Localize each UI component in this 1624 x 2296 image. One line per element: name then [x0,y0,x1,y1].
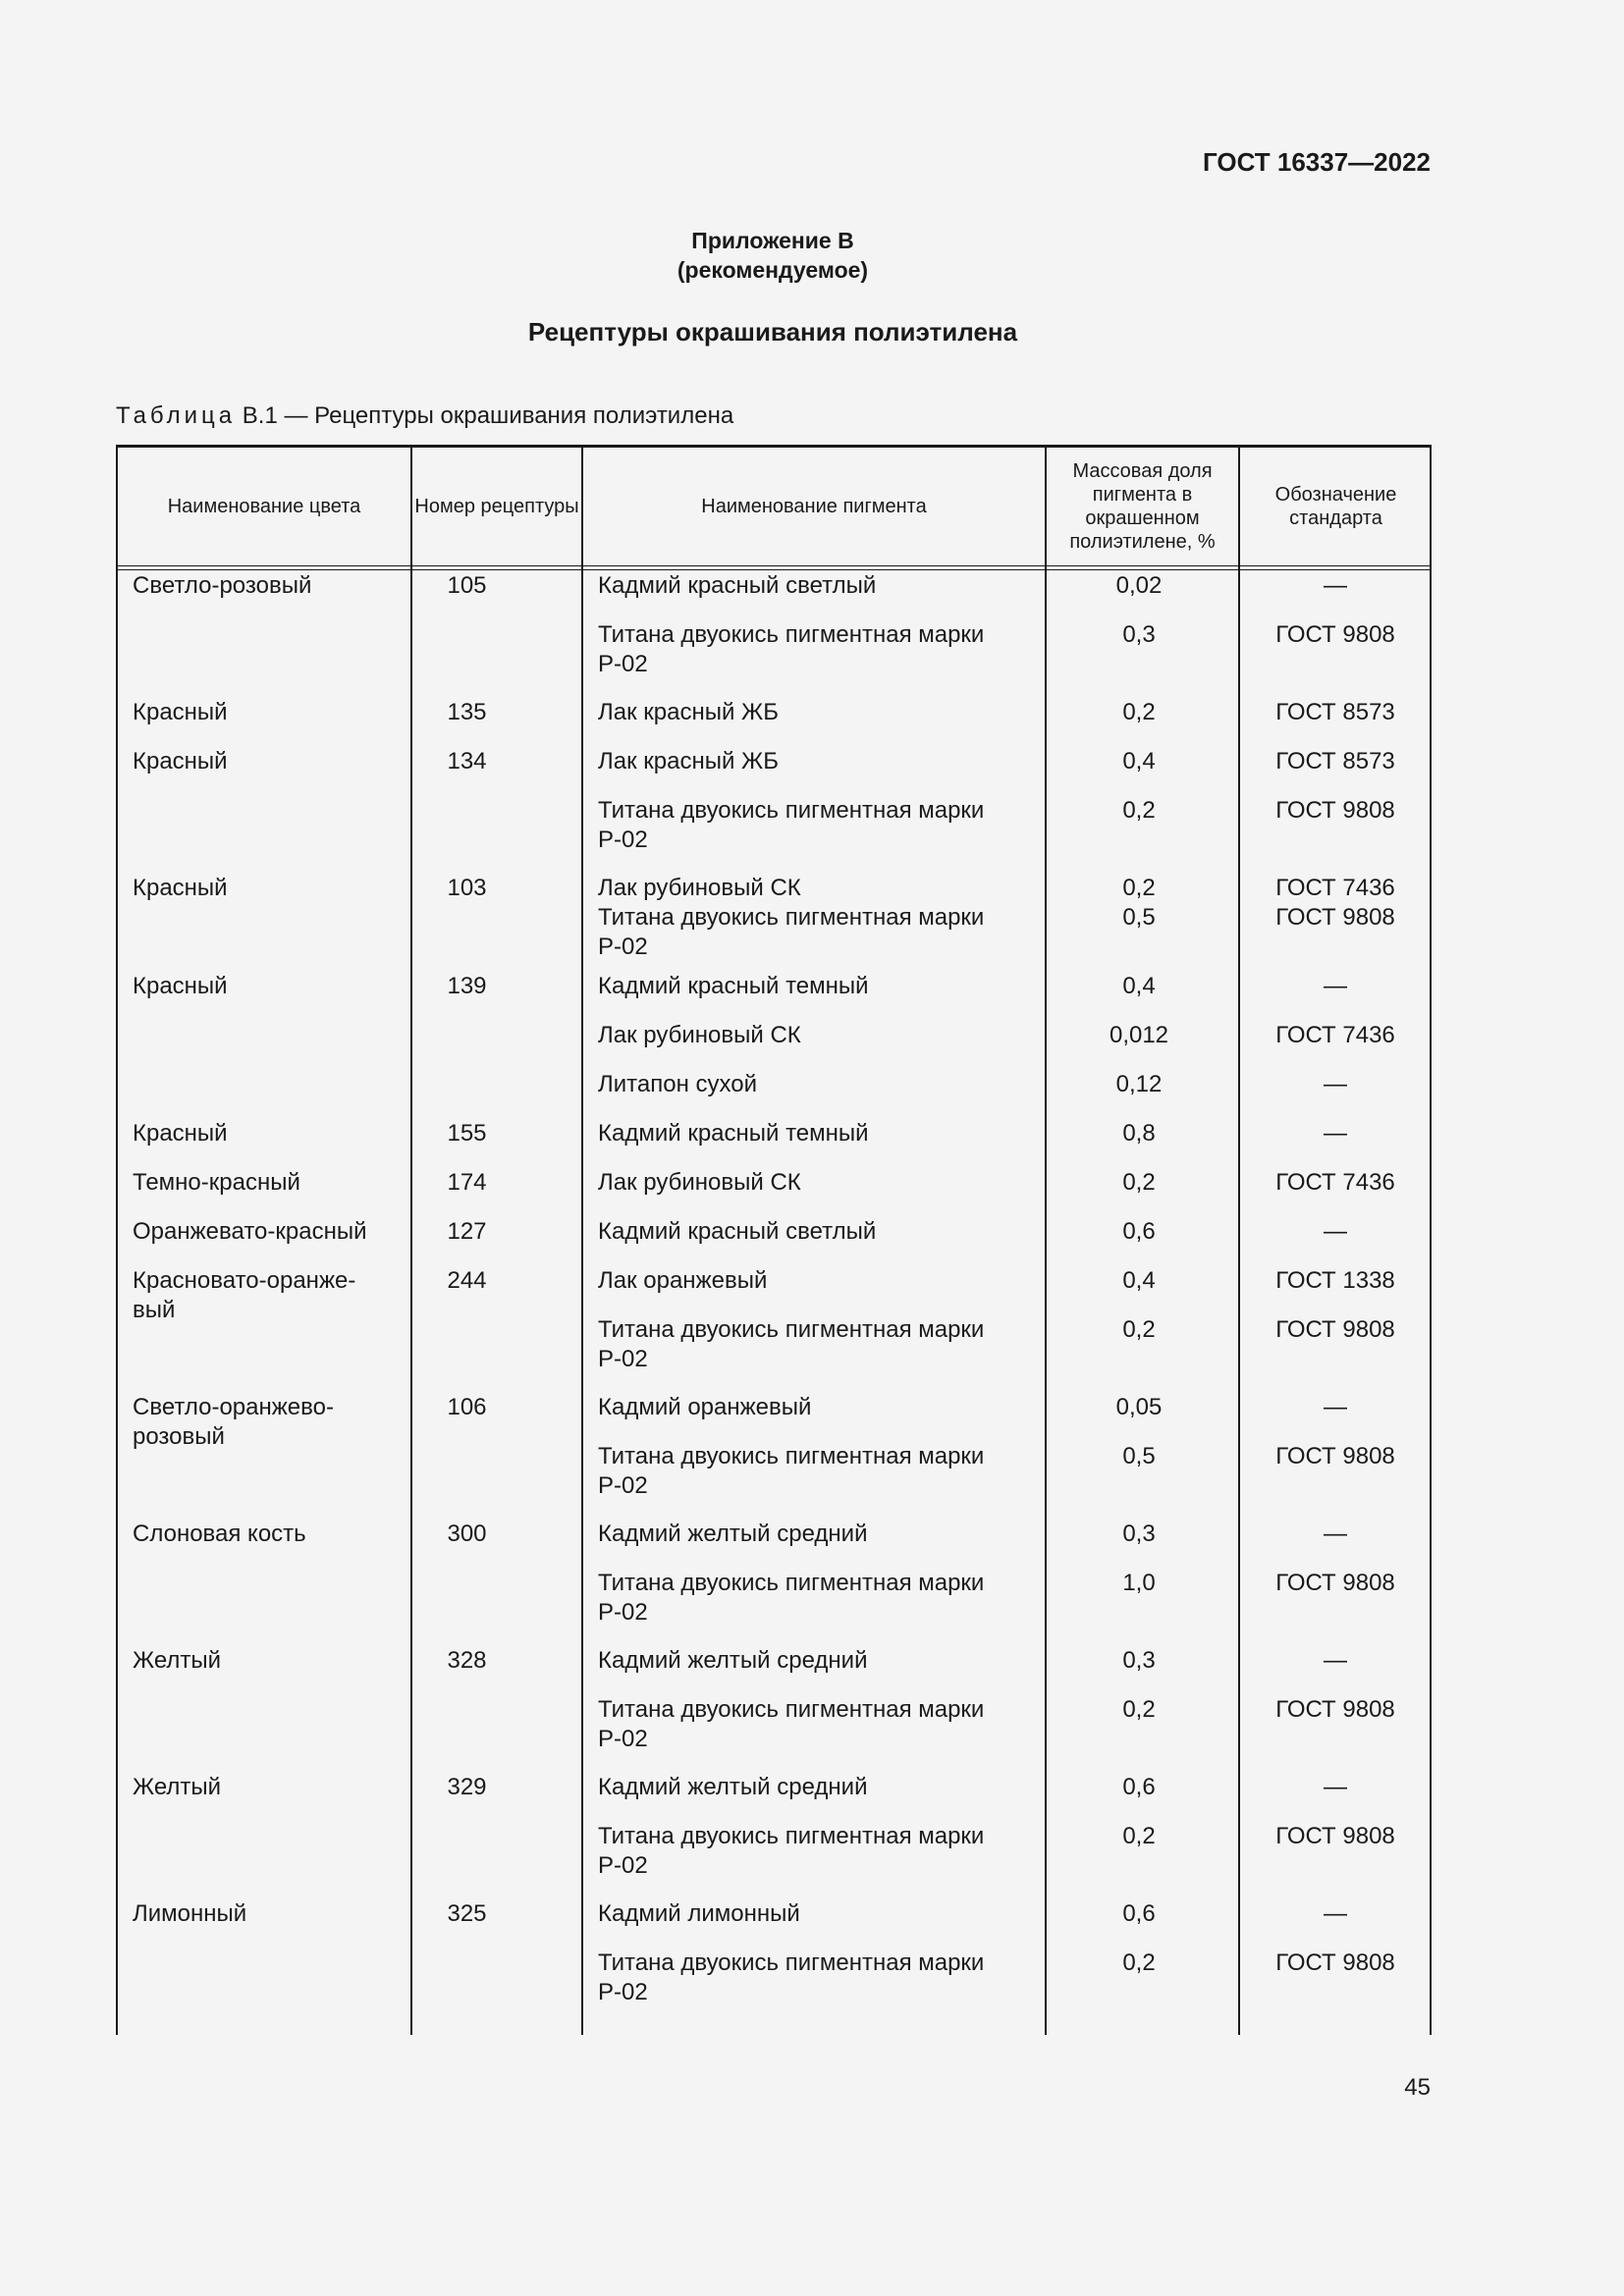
recipe-number-cell: 106 [447,1394,487,1420]
mass-share-cell: 0,3 [1122,621,1156,648]
header-recipe-number: Номер рецептуры [414,496,579,517]
header-color-name: Наименование цвета [167,496,361,517]
standard-cell: — [1324,1774,1347,1800]
pigment-name-cell: Титана двуокись пигментная марки Р-02 [598,1570,985,1626]
table-header [118,448,1430,567]
standard-cell: — [1324,1394,1347,1420]
document-code: ГОСТ 16337—2022 [1203,147,1431,177]
recipe-number-cell: 105 [447,572,487,599]
pigment-name-cell: Лак оранжевый [598,1267,768,1294]
standard-cell: ГОСТ 9808 [1275,621,1395,648]
recipe-number-cell: 135 [447,699,487,725]
mass-share-cell: 0,6 [1122,1900,1156,1927]
mass-share-cell: 0,8 [1122,1120,1156,1147]
pigment-name-cell: Кадмий лимонный [598,1900,800,1927]
pigment-name-cell: Титана двуокись пигментная марки Р-02 [598,797,985,853]
pigment-name-cell: Кадмий желтый средний [598,1647,868,1674]
pigment-name-cell: Титана двуокись пигментная марки Р-02 [598,1823,985,1879]
standard-cell: ГОСТ 9808 [1275,1443,1395,1469]
header-pigment-name: Наименование пигмента [701,496,927,517]
mass-share-cell: 0,12 [1115,1071,1163,1097]
color-name-cell: Красный [133,973,228,999]
appendix-subtitle: (рекомендуемое) [677,257,869,283]
mass-share-cell: 0,012 [1109,1022,1169,1048]
standard-cell: — [1324,572,1347,599]
color-name-cell: Желтый [133,1647,222,1674]
recipe-number-cell: 174 [447,1169,487,1196]
color-name-cell: Красный [133,875,228,901]
color-name-cell: Красный [133,1120,228,1147]
mass-share-cell: 0,4 [1122,748,1156,774]
recipe-number-cell: 155 [447,1120,487,1147]
recipe-number-cell: 244 [447,1267,487,1294]
color-name-cell: Слоновая кость [133,1521,306,1547]
column-divider [1238,448,1240,2035]
standard-cell: ГОСТ 9808 [1275,1696,1395,1723]
standard-cell: ГОСТ 9808 [1275,1316,1395,1343]
recipe-number-cell: 329 [447,1774,487,1800]
pigment-name-cell: Кадмий желтый средний [598,1774,868,1800]
mass-share-cell: 0,4 [1122,973,1156,999]
color-name-cell: Красновато-оранже-вый [133,1267,356,1323]
mass-share-cell: 0,5 [1122,904,1156,931]
standard-cell: ГОСТ 7436 [1275,1169,1395,1196]
color-name-cell: Желтый [133,1774,222,1800]
recipe-number-cell: 134 [447,748,487,774]
mass-share-cell: 0,2 [1122,1169,1156,1196]
pigment-name-cell: Титана двуокись пигментная марки Р-02 [598,904,985,960]
standard-cell: — [1324,1071,1347,1097]
page-number: 45 [1404,2074,1431,2101]
pigment-name-cell: Кадмий красный темный [598,973,869,999]
recipe-number-cell: 325 [447,1900,487,1927]
recipe-number-cell: 139 [447,973,487,999]
standard-cell: — [1324,973,1347,999]
recipe-number-cell: 103 [447,875,487,901]
standard-cell: ГОСТ 7436 [1275,875,1395,901]
mass-share-cell: 0,3 [1122,1521,1156,1547]
pigment-name-cell: Титана двуокись пигментная марки Р-02 [598,1316,985,1372]
column-divider [581,448,583,2035]
pigment-name-cell: Титана двуокись пигментная марки Р-02 [598,1696,985,1752]
recipe-number-cell: 127 [447,1218,487,1245]
color-name-cell: Красный [133,699,228,725]
color-name-cell: Светло-оранжево-розовый [133,1394,334,1450]
mass-share-cell: 0,2 [1122,1823,1156,1849]
mass-share-cell: 0,2 [1122,1949,1156,1976]
color-name-cell: Лимонный [133,1900,247,1927]
pigment-name-cell: Лак рубиновый СК [598,875,801,901]
mass-share-cell: 0,2 [1122,875,1156,901]
pigment-name-cell: Титана двуокись пигментная марки Р-02 [598,1443,985,1499]
standard-cell: — [1324,1900,1347,1927]
appendix-title: Приложение В [691,228,854,253]
header-double-rule [118,565,1430,570]
color-name-cell: Красный [133,748,228,774]
header-standard: Обозначение стандарта [1274,484,1397,529]
pigment-name-cell: Кадмий красный светлый [598,1218,877,1245]
pigment-name-cell: Кадмий оранжевый [598,1394,812,1420]
standard-cell: — [1324,1521,1347,1547]
mass-share-cell: 0,4 [1122,1267,1156,1294]
mass-share-cell: 1,0 [1122,1570,1156,1596]
color-name-cell: Оранжевато-красный [133,1218,367,1245]
color-name-cell: Светло-розовый [133,572,312,599]
pigment-name-cell: Лак красный ЖБ [598,748,779,774]
mass-share-cell: 0,5 [1122,1443,1156,1469]
color-name-cell: Темно-красный [133,1169,300,1196]
header-mass-share: Массовая доля пигмента в окрашенном полиэтилене, % [1069,460,1216,553]
pigment-name-cell: Титана двуокись пигментная марки Р-02 [598,1949,985,2005]
mass-share-cell: 0,02 [1115,572,1163,599]
pigment-name-cell: Кадмий красный темный [598,1120,869,1147]
mass-share-cell: 0,05 [1115,1394,1163,1420]
pigment-name-cell: Кадмий желтый средний [598,1521,868,1547]
table-caption-word: Таблица [116,402,237,429]
standard-cell: ГОСТ 9808 [1275,904,1395,931]
standard-cell: ГОСТ 7436 [1275,1022,1395,1048]
mass-share-cell: 0,2 [1122,1696,1156,1723]
standard-cell: ГОСТ 9808 [1275,1949,1395,1976]
pigment-name-cell: Лак рубиновый СК [598,1022,801,1048]
mass-share-cell: 0,2 [1122,797,1156,824]
recipes-table [116,445,1432,2035]
appendix-heading [0,226,1545,285]
standard-cell: ГОСТ 9808 [1275,1823,1395,1849]
pigment-name-cell: Лак рубиновый СК [598,1169,801,1196]
section-title: Рецептуры окрашивания полиэтилена [527,317,1018,347]
standard-cell: ГОСТ 1338 [1275,1267,1395,1294]
mass-share-cell: 0,3 [1122,1647,1156,1674]
mass-share-cell: 0,2 [1122,1316,1156,1343]
recipe-number-cell: 328 [447,1647,487,1674]
pigment-name-cell: Кадмий красный светлый [598,572,877,599]
standard-cell: ГОСТ 8573 [1275,699,1395,725]
pigment-name-cell: Лак красный ЖБ [598,699,779,725]
standard-cell: ГОСТ 9808 [1275,797,1395,824]
pigment-name-cell: Литапон сухой [598,1071,757,1097]
table-caption [116,402,733,430]
pigment-name-cell: Титана двуокись пигментная марки Р-02 [598,621,985,677]
standard-cell: — [1324,1120,1347,1147]
mass-share-cell: 0,6 [1122,1218,1156,1245]
mass-share-cell: 0,6 [1122,1774,1156,1800]
standard-cell: ГОСТ 9808 [1275,1570,1395,1596]
standard-cell: — [1324,1218,1347,1245]
mass-share-cell: 0,2 [1122,699,1156,725]
table-caption-text: В.1 — Рецептуры окрашивания полиэтилена [236,402,734,429]
recipe-number-cell: 300 [447,1521,487,1547]
standard-cell: ГОСТ 8573 [1275,748,1395,774]
standard-cell: — [1324,1647,1347,1674]
